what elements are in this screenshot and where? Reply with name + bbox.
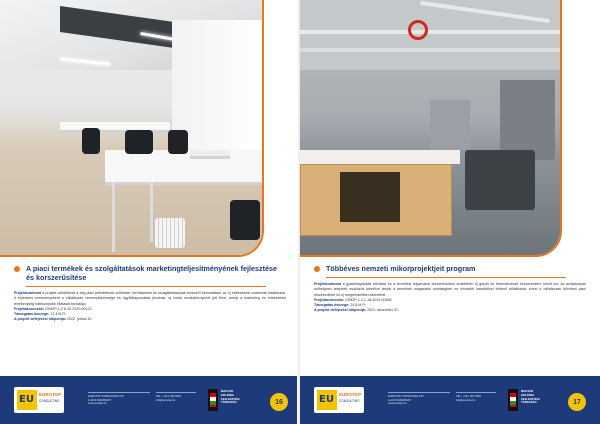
footer-contact-address: EUROTOP CONSULTING KFT. H-1131 BUDAPEST www.eurotop.hu: [88, 392, 150, 406]
hungarian-holding-logo: MAGYAR HOLDING FEJLESZTÉSI TÁRSASÁG: [208, 389, 248, 411]
footer-contact-phone: TEL.: +36 1 000 0000 info@eurotop.hu: [456, 392, 496, 402]
divider: [326, 277, 566, 278]
project-caption-left: [14, 264, 286, 323]
orange-dot-icon: [314, 266, 320, 272]
meta-row: A projekt befejezési időpontja: 2021. december 31.: [314, 308, 399, 313]
meta-row: Projektazonosító: GINOP-1.2.8-20-2020-00123: [14, 306, 92, 311]
page-number: 17: [568, 393, 586, 411]
project-caption-right: [314, 264, 586, 314]
eurotop-logo: EU EUROTOP CONSULTING: [14, 387, 64, 413]
page-number: 16: [270, 393, 288, 411]
workshop-photo: [300, 0, 562, 257]
project-heading: Többéves nemzeti mikorprojektjeit program: [314, 264, 586, 273]
hungarian-flag-icon: [508, 389, 518, 411]
meta-row: A projekt befejezési időpontja: 2022. június 30.: [14, 317, 93, 322]
office-photo: [0, 0, 264, 257]
orange-dot-icon: [14, 266, 20, 272]
hungarian-flag-icon: [208, 389, 218, 411]
eurotop-logo: EU EUROTOP CONSULTING: [314, 387, 364, 413]
project-description: Projektcsatorna a gyártókapacitás bővítése és a termelési folyamatok korszerűsítése érdekében új gépek és berendezések beszerzésére került sor. Az asztalosipari műhelyben telepített eszközök lehetővé teszik a termékek magasabb minőségben és rövidebb határidővel történő előállítását, ezzel a vállalkozás bővítheti piaci részesedését és új megrendelőket szerezhet.: [314, 282, 586, 297]
project-description: Projektcsatorna a projekt célkitűzése a cég piaci jelenlétének erősítése, termékeinek és szolgáltatásainak korszerű bemutatása, az új értékesítési csatornák kialakítása. A fejlesztés eredményeként a vállalkozás versenyképessége és ügyfélkapcsolatai javulnak, új irodai munkakörnyezet jött létre, amely a marketing és értékesítési tevékenység hatékonyabb ellátását biztosítja.: [14, 291, 286, 306]
page-footer: [300, 376, 600, 424]
meta-row: Támogatás összege: 12,4 M Ft: [14, 312, 66, 317]
page-footer: [0, 376, 300, 424]
project-meta: [314, 298, 586, 314]
hungarian-holding-logo: MAGYAR HOLDING FEJLESZTÉSI TÁRSASÁG: [508, 389, 548, 411]
footer-contact-phone: TEL.: +36 1 000 0000 info@eurotop.hu: [156, 392, 196, 402]
meta-row: Projektazonosító: GINOP-1.2.1-18-2019-00456: [314, 297, 392, 302]
project-meta: [14, 307, 286, 323]
project-heading: A piaci termékek és szolgáltatások marketingteljesítményének fejlesztése és korszerűsítése: [14, 264, 286, 282]
footer-contact-address: EUROTOP CONSULTING KFT. H-1131 BUDAPEST www.eurotop.hu: [388, 392, 450, 406]
divider: [26, 286, 266, 287]
meta-row: Támogatás összege: 24,8 M Ft: [314, 303, 366, 308]
page-right: [300, 0, 600, 424]
